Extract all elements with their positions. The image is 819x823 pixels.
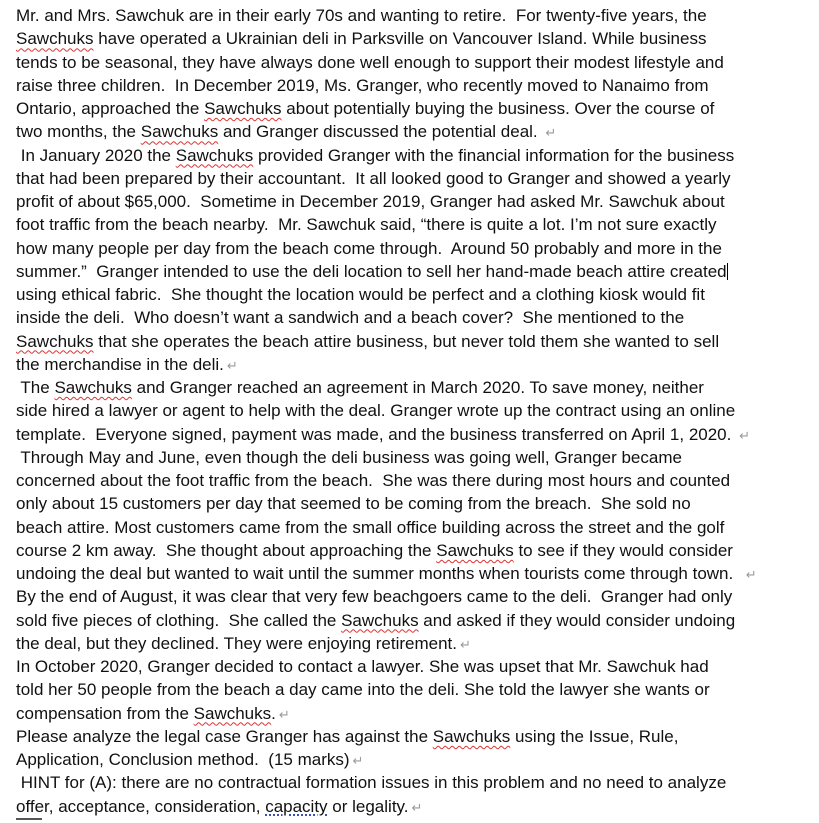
text-run: The — [16, 378, 55, 397]
spelling-flagged-word: Sawchuks — [436, 540, 514, 560]
paragraph — [16, 446, 806, 586]
text-run: raise three children. In December 2019, Ms. Granger, who recently moved to Nanaimo from — [16, 75, 709, 95]
text-run: In October 2020, Granger decided to contact a lawyer. She was upset that Mr. Sawchuk had — [16, 657, 709, 676]
text-run: profit of about $65,000. Sometime in December 2019, Granger had asked Mr. Sawchuk about — [16, 192, 725, 211]
text-run: that had been prepared by their accountant. It all looked good to Granger and showed a yearly — [16, 168, 731, 188]
text-run: template. Everyone signed, payment was made, and the business transferred on April 1, 2020. — [16, 424, 737, 444]
text-run: and Granger reached an agreement in March 2020. To save money, neither — [131, 378, 704, 397]
paragraph-mark-icon: ↵ — [460, 636, 471, 652]
paragraph-mark-icon: ↵ — [411, 799, 423, 815]
text-run: Mr. and Mrs. Sawchuk are in their early 70s and wanting to retire. For twenty-five years, the — [16, 6, 707, 25]
text-run: offer, acceptance, consideration, — [16, 796, 266, 816]
text-line — [16, 376, 806, 399]
spelling-flagged-word: Sawchuks — [16, 331, 94, 351]
text-run: foot traffic from the beach nearby. Mr. Sawchuk said, “there is quite a lot. I’m not sure exactly — [16, 215, 717, 235]
text-run: only about 15 customers per day that seemed to be coming from the breach. She sold no — [16, 494, 691, 514]
text-run: using the Issue, Rule, — [510, 726, 679, 746]
text-run: side hired a lawyer or agent to help with the deal. Granger wrote up the contract using an online — [16, 401, 736, 421]
text-line — [16, 283, 806, 306]
spelling-flagged-word: Sawchuks — [54, 378, 132, 397]
text-run: how many people per day from the beach come through. Around 50 probably and more in the — [16, 238, 722, 258]
text-run: summer.” Granger intended to use the deli location to sell her hand-made beach attire created — [16, 261, 727, 281]
text-run: Through May and June, even though the deli business was going well, Granger became — [16, 447, 682, 467]
paragraph-mark-icon: ↵ — [745, 567, 757, 582]
text-line — [16, 237, 806, 260]
text-run: By the end of August, it was clear that very few beachgoers came to the deli. Granger had only — [16, 587, 733, 607]
text-line — [16, 260, 806, 283]
text-line — [16, 516, 806, 539]
text-line — [16, 632, 806, 655]
text-run: HINT for (A): there are no contractual formation issues in this problem and no need to analyze — [16, 773, 727, 793]
paragraph — [16, 4, 806, 144]
document-body[interactable] — [16, 4, 806, 818]
text-line — [16, 51, 806, 74]
text-run: Please analyze the legal case Granger has against the — [16, 726, 433, 746]
paragraph-mark-icon: ↵ — [278, 706, 290, 722]
paragraph-mark-icon: ↵ — [226, 357, 238, 373]
text-line — [16, 678, 806, 701]
text-run: inside the deli. Who doesn’t want a sandwich and a beach cover? She mentioned to the — [16, 308, 685, 328]
text-line — [16, 469, 806, 492]
text-line — [16, 144, 806, 167]
text-run: told her 50 people from the beach a day came into the deli. She told the lawyer she wants or — [16, 680, 710, 700]
text-run: course 2 km away. She thought about approaching the — [16, 540, 437, 560]
text-run: Application, Conclusion method. (15 marks) — [16, 750, 350, 769]
paragraph — [16, 725, 806, 772]
spelling-flagged-word: Sawchuks — [193, 703, 272, 723]
text-run: . — [271, 703, 276, 723]
spelling-flagged-word: Sawchuks — [16, 29, 94, 49]
text-line — [16, 97, 806, 120]
text-line — [16, 423, 806, 446]
text-run: and Granger discussed the potential deal. — [218, 122, 543, 142]
text-run: beach attire. Most customers came from the small office building across the street and the golf — [16, 517, 725, 537]
paragraph — [16, 771, 806, 818]
text-line — [16, 399, 806, 422]
paragraph-mark-icon: ↵ — [352, 753, 364, 768]
text-line — [16, 74, 806, 97]
text-run: compensation from the — [16, 703, 194, 723]
text-line — [16, 748, 806, 771]
paragraph — [16, 144, 806, 377]
spelling-flagged-word: Sawchuks — [140, 122, 219, 142]
text-line — [16, 795, 806, 818]
text-run: sold five pieces of clothing. She called the — [16, 610, 342, 630]
text-line — [16, 213, 806, 236]
text-run: and asked if they would consider undoing — [418, 610, 736, 630]
text-line — [16, 771, 806, 794]
text-line — [16, 353, 806, 376]
paragraph — [16, 376, 806, 446]
text-line — [16, 120, 806, 143]
text-run: undoing the deal but wanted to wait until the summer months when tourists come through town. — [16, 564, 743, 583]
spelling-flagged-word: Sawchuks — [175, 145, 254, 165]
text-line — [16, 446, 806, 469]
text-line — [16, 167, 806, 190]
text-run: using ethical fabric. She thought the location would be perfect and a clothing kiosk would fit — [16, 285, 705, 304]
text-run: provided Granger with the financial information for the business — [253, 145, 735, 165]
text-run: In January 2020 the — [16, 145, 176, 165]
text-run: tends to be seasonal, they have always done well enough to support their modest lifestyle and — [16, 52, 724, 72]
text-line — [16, 562, 806, 585]
text-line — [16, 4, 806, 27]
text-line — [16, 306, 806, 329]
text-run: concerned about the foot traffic from the beach. She was there during most hours and counted — [16, 471, 731, 490]
text-run: that she operates the beach attire business, but never told them she wanted to sell — [93, 331, 720, 351]
text-line — [16, 330, 806, 353]
spelling-flagged-word: Sawchuks — [204, 99, 282, 118]
text-line — [16, 585, 806, 608]
text-line — [16, 609, 806, 632]
text-run: or legality. — [327, 796, 409, 816]
text-line — [16, 655, 806, 678]
next-line-fragment — [16, 818, 42, 823]
grammar-flagged-word: capacity — [265, 796, 328, 816]
spelling-flagged-word: Sawchuks — [432, 726, 511, 746]
paragraph-mark-icon: ↵ — [545, 125, 557, 141]
text-run: the deal, but they declined. They were enjoying retirement. — [16, 633, 458, 653]
spelling-flagged-word: Sawchuks — [341, 610, 419, 630]
text-run: Ontario, approached the — [16, 99, 205, 118]
text-line — [16, 725, 806, 748]
paragraph-mark-icon: ↵ — [739, 427, 750, 443]
text-line — [16, 27, 806, 50]
text-line — [16, 702, 806, 725]
text-line — [16, 190, 806, 213]
text-cursor — [727, 263, 728, 280]
text-run: have operated a Ukrainian deli in Parksville on Vancouver Island. While business — [93, 29, 707, 49]
text-run: the merchandise in the deli. — [16, 354, 224, 374]
paragraph — [16, 585, 806, 655]
paragraph — [16, 655, 806, 725]
text-run: two months, the — [16, 122, 141, 142]
text-run: about potentially buying the business. Over the course of — [281, 99, 715, 118]
text-line — [16, 492, 806, 515]
text-line — [16, 539, 806, 562]
text-run: to see if they would consider — [513, 540, 733, 560]
